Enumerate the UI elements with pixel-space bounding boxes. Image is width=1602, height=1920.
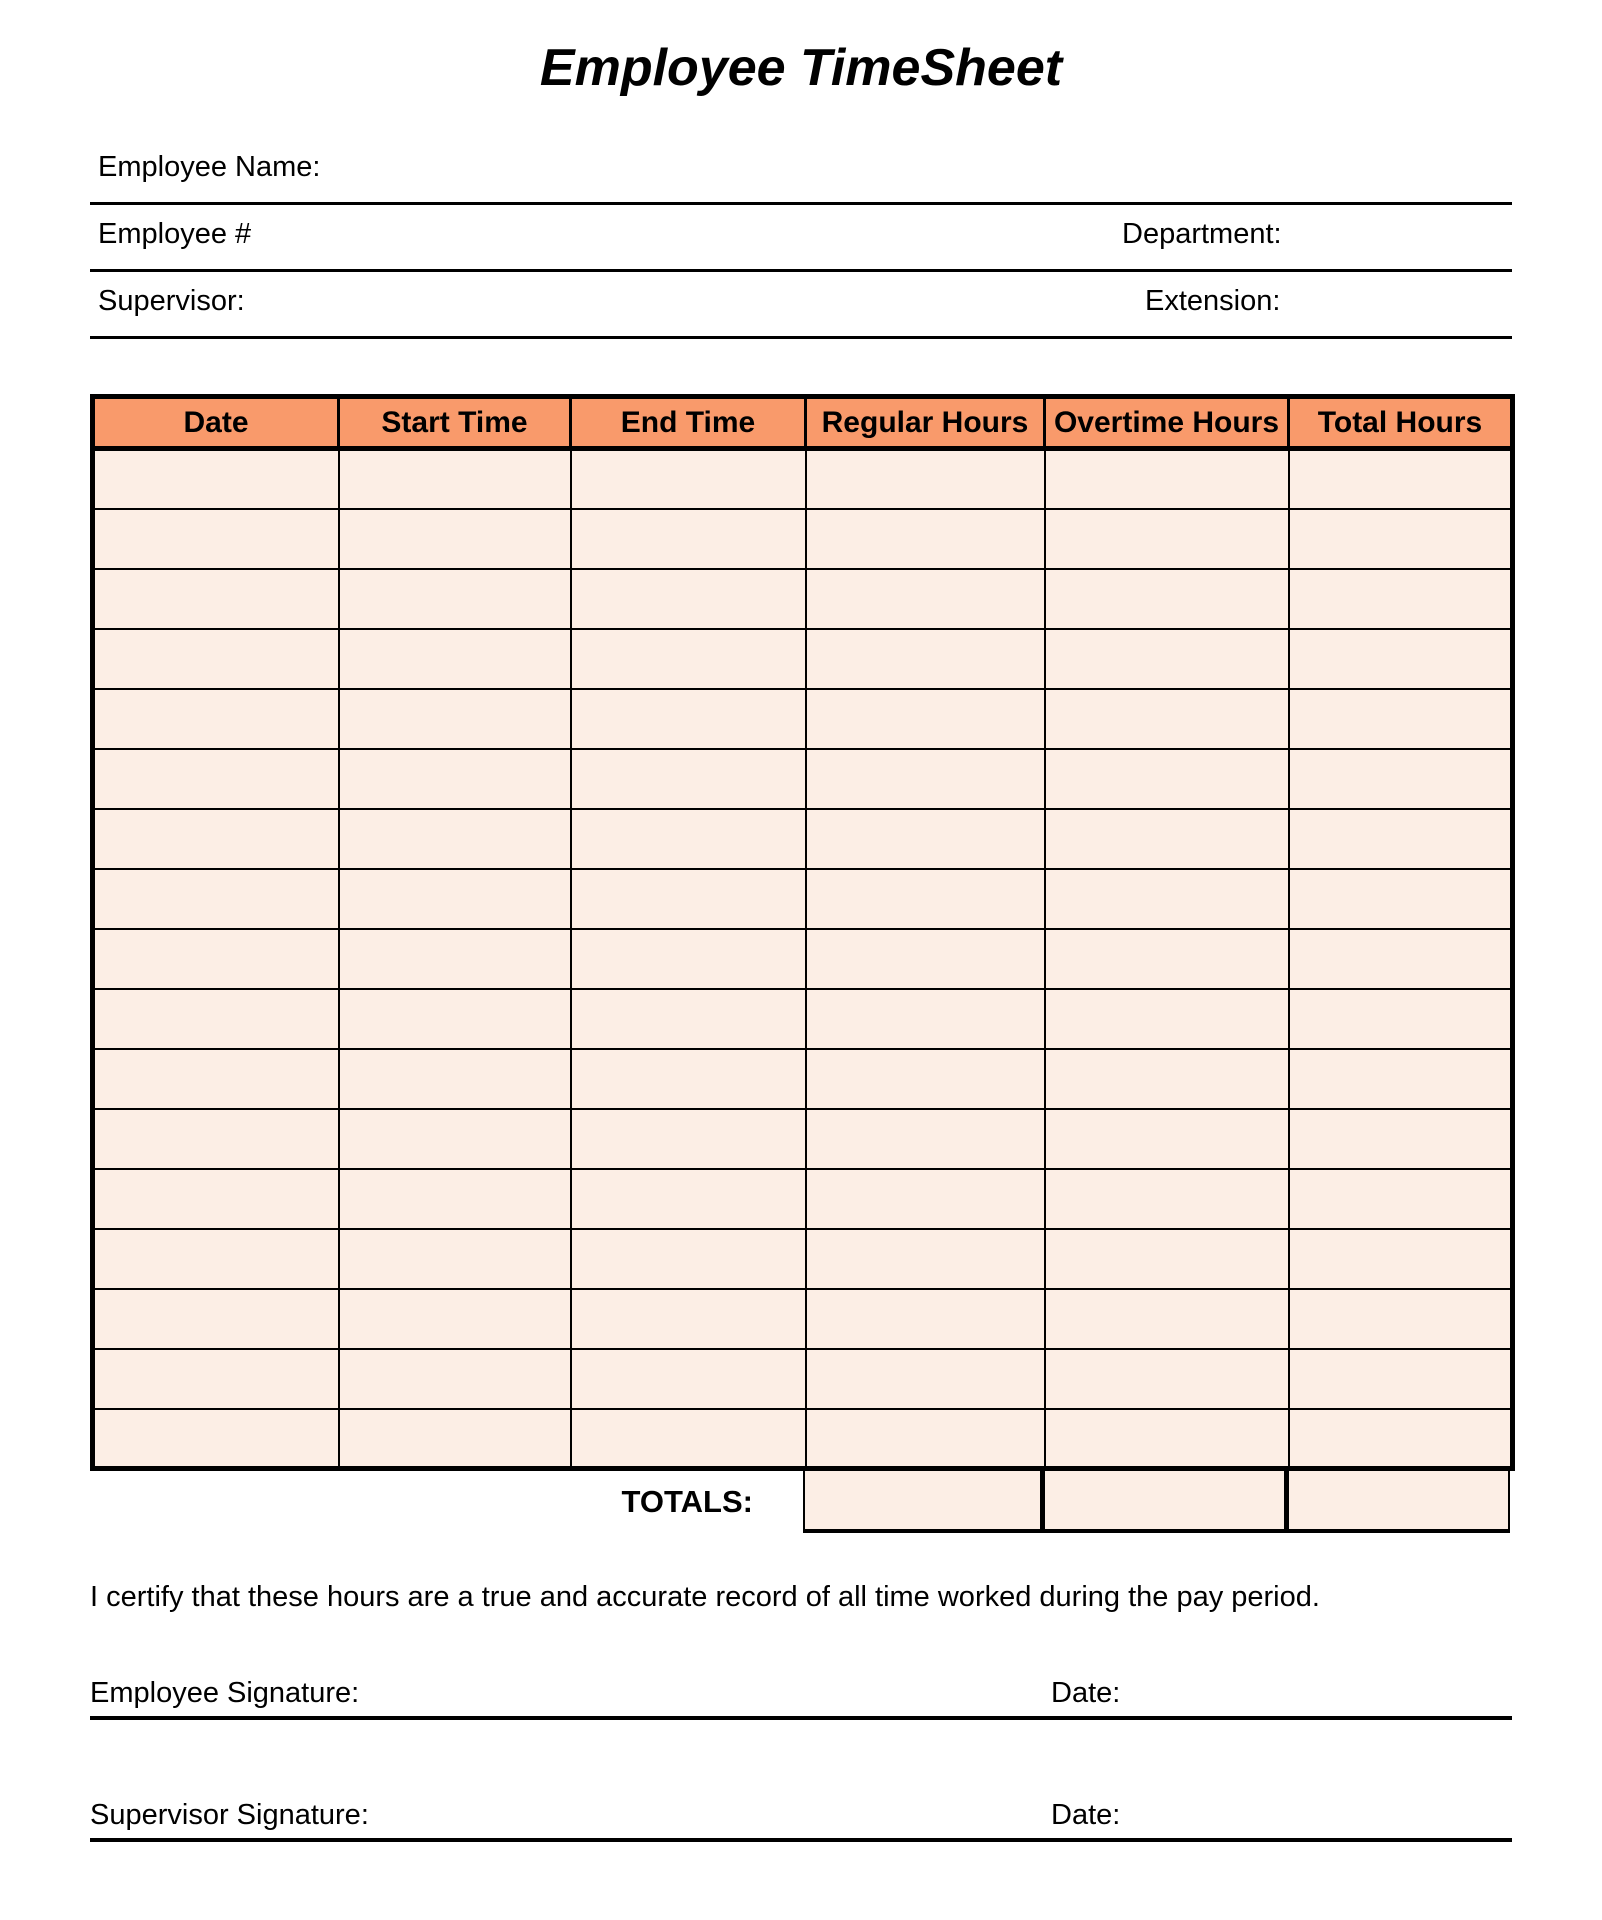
totals-overtime-hours-cell[interactable]	[1042, 1471, 1286, 1533]
totals-total-hours-cell[interactable]	[1286, 1471, 1510, 1533]
table-cell[interactable]	[339, 809, 571, 869]
table-cell[interactable]	[806, 929, 1045, 989]
table-cell[interactable]	[571, 1169, 806, 1229]
table-cell[interactable]	[1045, 569, 1289, 629]
table-cell[interactable]	[339, 509, 571, 569]
table-cell[interactable]	[93, 569, 339, 629]
column-header-regular-hours: Regular Hours	[806, 397, 1045, 449]
table-cell[interactable]	[339, 929, 571, 989]
table-row	[93, 1349, 1513, 1409]
supervisor-extension-row[interactable]	[90, 272, 1512, 339]
table-row	[93, 809, 1513, 869]
table-cell[interactable]	[571, 1289, 806, 1349]
table-cell[interactable]	[806, 1169, 1045, 1229]
employee-name-field[interactable]	[90, 138, 1512, 205]
table-cell[interactable]	[93, 1169, 339, 1229]
table-row	[93, 449, 1513, 509]
table-cell[interactable]	[806, 809, 1045, 869]
table-cell[interactable]	[339, 1289, 571, 1349]
employee-signature-field[interactable]	[90, 1670, 1512, 1720]
table-cell[interactable]	[806, 1349, 1045, 1409]
table-cell[interactable]	[1289, 449, 1513, 509]
table-cell[interactable]	[571, 989, 806, 1049]
table-cell[interactable]	[1289, 1109, 1513, 1169]
table-cell[interactable]	[1289, 1169, 1513, 1229]
column-header-overtime-hours: Overtime Hours	[1045, 397, 1289, 449]
employee-signature-label: Employee Signature:	[90, 1677, 360, 1709]
table-cell[interactable]	[93, 929, 339, 989]
table-row	[93, 749, 1513, 809]
table-cell[interactable]	[93, 989, 339, 1049]
employee-number-department-row[interactable]	[90, 205, 1512, 272]
totals-regular-hours-cell[interactable]	[803, 1471, 1042, 1533]
table-cell[interactable]	[571, 1049, 806, 1109]
column-header-start-time: Start Time	[339, 397, 571, 449]
timesheet-table	[90, 394, 1515, 1471]
table-cell[interactable]	[339, 1349, 571, 1409]
table-row	[93, 869, 1513, 929]
supervisor-signature-label: Supervisor Signature:	[90, 1799, 369, 1831]
table-cell[interactable]	[1045, 1049, 1289, 1109]
table-cell[interactable]	[571, 1349, 806, 1409]
table-cell[interactable]	[93, 1289, 339, 1349]
table-cell[interactable]	[93, 509, 339, 569]
table-cell[interactable]	[1289, 1229, 1513, 1289]
table-cell[interactable]	[1045, 509, 1289, 569]
table-cell[interactable]	[806, 1229, 1045, 1289]
table-cell[interactable]	[806, 1049, 1045, 1109]
table-cell[interactable]	[1289, 689, 1513, 749]
table-cell[interactable]	[1045, 1289, 1289, 1349]
table-cell[interactable]	[1045, 1109, 1289, 1169]
table-cell[interactable]	[93, 1109, 339, 1169]
employee-number-label: Employee #	[98, 218, 252, 250]
table-cell[interactable]	[339, 869, 571, 929]
table-cell[interactable]	[339, 629, 571, 689]
column-header-total-hours: Total Hours	[1289, 397, 1513, 449]
table-cell[interactable]	[339, 1109, 571, 1169]
supervisor-signature-field[interactable]	[90, 1792, 1512, 1842]
table-cell[interactable]	[339, 989, 571, 1049]
table-row	[93, 929, 1513, 989]
table-cell[interactable]	[93, 1229, 339, 1289]
table-row	[93, 1169, 1513, 1229]
extension-label: Extension:	[1145, 285, 1281, 317]
table-cell[interactable]	[1289, 629, 1513, 689]
table-row	[93, 1109, 1513, 1169]
table-cell[interactable]	[339, 1229, 571, 1289]
table-cell[interactable]	[571, 629, 806, 689]
table-cell[interactable]	[571, 449, 806, 509]
table-cell[interactable]	[1289, 929, 1513, 989]
table-cell[interactable]	[571, 869, 806, 929]
page-title: Employee TimeSheet	[539, 39, 1063, 97]
table-cell[interactable]	[93, 809, 339, 869]
table-cell[interactable]	[806, 989, 1045, 1049]
table-cell[interactable]	[571, 689, 806, 749]
table-cell[interactable]	[339, 569, 571, 629]
table-cell[interactable]	[1289, 1349, 1513, 1409]
table-cell[interactable]	[1045, 869, 1289, 929]
table-row	[93, 1289, 1513, 1349]
table-header-row	[93, 397, 1513, 449]
table-cell[interactable]	[806, 869, 1045, 929]
table-row	[93, 509, 1513, 569]
table-cell[interactable]	[571, 509, 806, 569]
table-cell[interactable]	[93, 449, 339, 509]
table-cell[interactable]	[806, 629, 1045, 689]
table-cell[interactable]	[93, 629, 339, 689]
table-row	[93, 989, 1513, 1049]
table-cell[interactable]	[1045, 1229, 1289, 1289]
table-cell[interactable]	[1289, 1049, 1513, 1109]
table-cell[interactable]	[571, 1109, 806, 1169]
table-cell[interactable]	[1045, 1409, 1289, 1469]
employee-name-label: Employee Name:	[98, 151, 321, 183]
table-cell[interactable]	[93, 1409, 339, 1469]
table-cell[interactable]	[1289, 749, 1513, 809]
table-cell[interactable]	[571, 1229, 806, 1289]
table-row	[93, 1229, 1513, 1289]
table-cell[interactable]	[339, 749, 571, 809]
table-cell[interactable]	[1289, 1409, 1513, 1469]
totals-label-area	[90, 1471, 803, 1533]
department-label: Department:	[1122, 218, 1282, 250]
table-cell[interactable]	[339, 1409, 571, 1469]
table-cell[interactable]	[571, 809, 806, 869]
certification-text: I certify that these hours are a true and accurate record of all time worked during the pay period.	[90, 1581, 1320, 1613]
table-cell[interactable]	[1045, 1349, 1289, 1409]
table-cell[interactable]	[339, 1169, 571, 1229]
supervisor-date-label: Date:	[1051, 1799, 1121, 1831]
table-cell[interactable]	[93, 1049, 339, 1109]
totals-row	[90, 1471, 1510, 1533]
table-cell[interactable]	[1289, 989, 1513, 1049]
table-cell[interactable]	[806, 1409, 1045, 1469]
employee-date-label: Date:	[1051, 1677, 1121, 1709]
table-cell[interactable]	[1045, 809, 1289, 869]
table-cell[interactable]	[339, 689, 571, 749]
table-cell[interactable]	[93, 869, 339, 929]
table-cell[interactable]	[571, 1409, 806, 1469]
table-cell[interactable]	[93, 749, 339, 809]
totals-label: TOTALS:	[621, 1484, 753, 1519]
header-fields	[90, 138, 1512, 339]
table-cell[interactable]	[1045, 749, 1289, 809]
table-cell[interactable]	[806, 449, 1045, 509]
table-cell[interactable]	[1289, 509, 1513, 569]
table-cell[interactable]	[1045, 929, 1289, 989]
table-cell[interactable]	[1045, 629, 1289, 689]
table-cell[interactable]	[806, 1109, 1045, 1169]
table-cell[interactable]	[1045, 449, 1289, 509]
table-row	[93, 569, 1513, 629]
table-cell[interactable]	[1289, 569, 1513, 629]
table-row	[93, 1409, 1513, 1469]
table-cell[interactable]	[806, 1289, 1045, 1349]
table-cell[interactable]	[1289, 809, 1513, 869]
table-cell[interactable]	[571, 929, 806, 989]
table-cell[interactable]	[806, 689, 1045, 749]
table-cell[interactable]	[806, 749, 1045, 809]
table-cell[interactable]	[806, 569, 1045, 629]
table-cell[interactable]	[571, 569, 806, 629]
table-cell[interactable]	[93, 689, 339, 749]
table-cell[interactable]	[339, 1049, 571, 1109]
table-cell[interactable]	[1045, 689, 1289, 749]
table-cell[interactable]	[1289, 1289, 1513, 1349]
table-cell[interactable]	[339, 449, 571, 509]
table-row	[93, 689, 1513, 749]
column-header-date: Date	[93, 397, 339, 449]
table-cell[interactable]	[1045, 989, 1289, 1049]
table-cell[interactable]	[93, 1349, 339, 1409]
table-cell[interactable]	[571, 749, 806, 809]
column-header-end-time: End Time	[571, 397, 806, 449]
table-row	[93, 629, 1513, 689]
supervisor-label: Supervisor:	[98, 285, 245, 317]
table-row	[93, 1049, 1513, 1109]
table-cell[interactable]	[1289, 869, 1513, 929]
table-cell[interactable]	[806, 509, 1045, 569]
table-cell[interactable]	[1045, 1169, 1289, 1229]
